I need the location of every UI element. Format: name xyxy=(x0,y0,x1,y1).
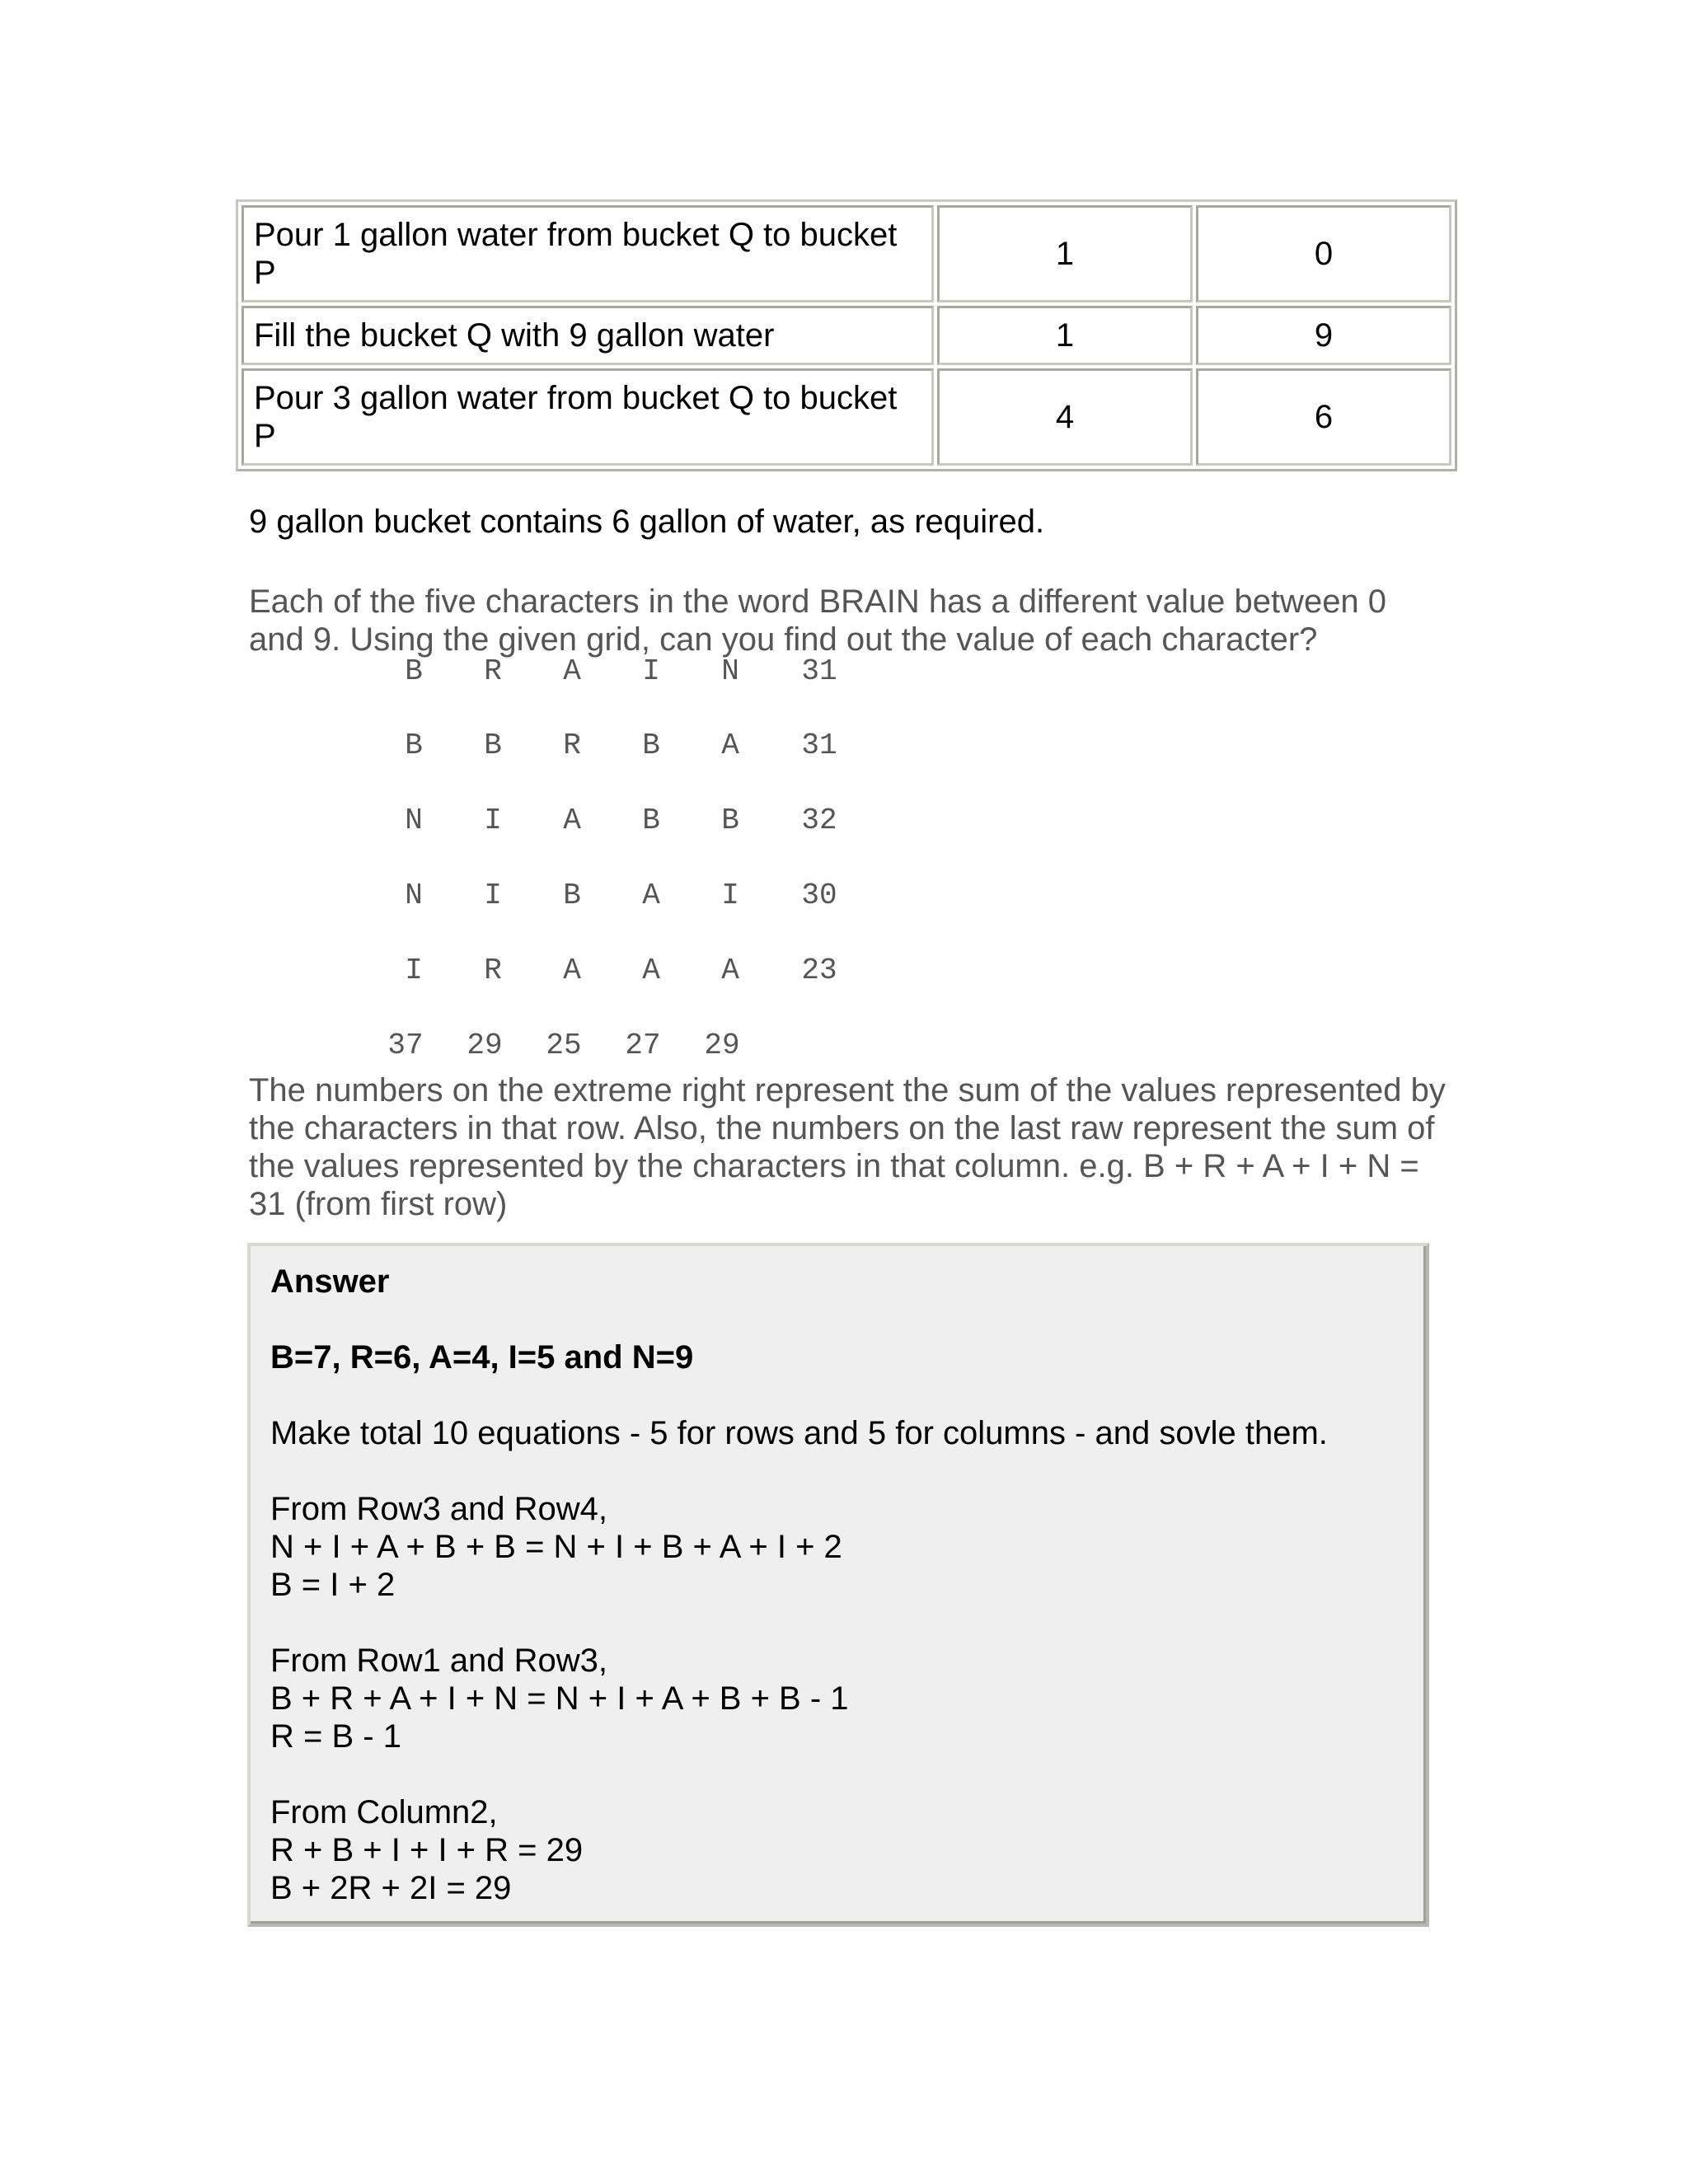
grid-cell: R xyxy=(484,654,502,688)
puzzle-intro: Each of the five characters in the word BRAIN has a different value between 0 and 9. Using the given grid, can you find out the value of each character? xyxy=(249,583,1387,658)
grid-cell: A xyxy=(721,729,739,762)
grid-cell: B xyxy=(405,654,423,688)
grid-cell: B xyxy=(484,729,502,762)
grid-cell: N xyxy=(405,804,423,837)
grid-cell: A xyxy=(563,654,581,688)
table-row xyxy=(241,368,1451,466)
step-action: Fill the bucket Q with 9 gallon water xyxy=(241,306,934,365)
grid-cell: A xyxy=(563,804,581,837)
grid-cell: A xyxy=(642,879,660,912)
puzzle-explanation: The numbers on the extreme right represent the sum of the values represented by the characters in that row. Also, the numbers on the last raw represent the sum of the values represented by the characters in that column. e.g. B + R + A + I + N = 31 (from first row) xyxy=(249,1072,1446,1222)
grid-cell: A xyxy=(642,954,660,987)
grid-cell: B xyxy=(563,879,581,912)
answer-method: Make total 10 equations - 5 for rows and 5 for columns - and sovle them. xyxy=(270,1415,1328,1451)
step-bucket-q: 9 xyxy=(1196,306,1451,365)
grid-cell: R xyxy=(484,954,502,987)
grid-column-sum: 25 xyxy=(546,1029,582,1062)
table-row xyxy=(241,205,1451,302)
derivation-label: From Row1 and Row3, xyxy=(270,1643,608,1679)
grid-row-sum: 30 xyxy=(801,879,837,912)
grid-row-sum: 23 xyxy=(801,954,837,987)
grid-cell: B xyxy=(642,804,660,837)
grid-cell: N xyxy=(721,654,739,688)
grid-cell: R xyxy=(563,729,581,762)
derivation-equation: N + I + A + B + B = N + I + B + A + I + 2 xyxy=(270,1529,842,1565)
grid-cell: I xyxy=(484,879,502,912)
bucket-steps-table xyxy=(236,199,1457,471)
grid-cell: I xyxy=(484,804,502,837)
grid-column-sum: 29 xyxy=(467,1029,503,1062)
step-bucket-q: 6 xyxy=(1196,368,1451,466)
step-bucket-p: 1 xyxy=(937,205,1193,302)
derivation-label: From Row3 and Row4, xyxy=(270,1491,608,1527)
answer-box xyxy=(247,1243,1429,1927)
derivation-equation: R + B + I + I + R = 29 xyxy=(270,1832,584,1868)
grid-cell: I xyxy=(642,654,660,688)
derivation-equation: B + R + A + I + N = N + I + A + B + B - 1 xyxy=(270,1680,849,1717)
step-action: Pour 3 gallon water from bucket Q to bucket P xyxy=(241,368,934,466)
step-bucket-p: 4 xyxy=(937,368,1193,466)
derivation-result: B + 2R + 2I = 29 xyxy=(270,1870,512,1906)
grid-cell: I xyxy=(721,879,739,912)
grid-cell: B xyxy=(721,804,739,837)
grid-column-sum: 27 xyxy=(625,1029,661,1062)
grid-cell: B xyxy=(642,729,660,762)
grid-cell: I xyxy=(405,954,423,987)
grid-cell: A xyxy=(563,954,581,987)
answer-heading: Answer xyxy=(270,1263,390,1300)
table-row xyxy=(241,306,1451,365)
grid-cell: A xyxy=(721,954,739,987)
derivation-label: From Column2, xyxy=(270,1794,498,1830)
grid-row-sum: 32 xyxy=(801,804,837,837)
step-action: Pour 1 gallon water from bucket Q to bucket P xyxy=(241,205,934,302)
grid-cell: B xyxy=(405,729,423,762)
grid-column-sum: 37 xyxy=(387,1029,424,1062)
derivation-result: B = I + 2 xyxy=(270,1567,396,1603)
grid-column-sum: 29 xyxy=(704,1029,740,1062)
grid-row-sum: 31 xyxy=(801,654,837,688)
conclusion-text: 9 gallon bucket contains 6 gallon of water, as required. xyxy=(249,504,1045,540)
grid-row-sum: 31 xyxy=(801,729,837,762)
grid-cell: N xyxy=(405,879,423,912)
step-bucket-p: 1 xyxy=(937,306,1193,365)
step-bucket-q: 0 xyxy=(1196,205,1451,302)
derivation-result: R = B - 1 xyxy=(270,1718,401,1755)
answer-solution: B=7, R=6, A=4, I=5 and N=9 xyxy=(270,1339,694,1376)
